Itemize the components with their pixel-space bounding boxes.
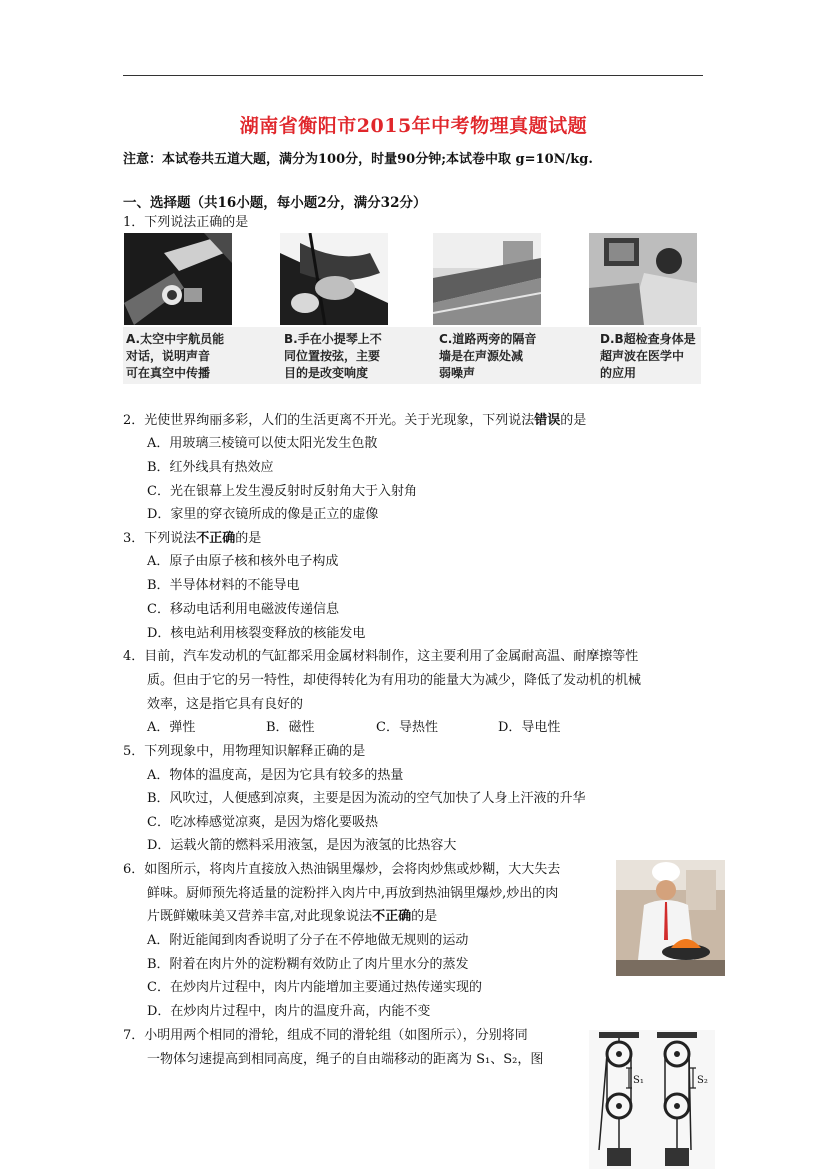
q5-option-d: D．运载火箭的燃料采用液氢，是因为液氢的比热容大 [147, 838, 457, 853]
caption-b: B.手在小提琴上不 同位置按弦，主要 目的是改变响度 [284, 332, 382, 380]
q2-option-d: D．家里的穿衣镜所成的像是正立的虚像 [147, 507, 379, 522]
question-7-line-2: 一物体匀速提高到相同高度，绳子的自由端移动的距离为 S₁、S₂，图 [147, 1052, 544, 1067]
question-6-line-3: 片既鲜嫩味美又营养丰富,对此现象说法不正确的是 [147, 909, 438, 924]
q6-option-a: A．附近能闻到肉香说明了分子在不停地做无规则的运动 [147, 933, 469, 948]
question-4-line-2: 质。但由于它的另一特性，却使得转化为有用功的能量大为减少，降低了发动机的机械 [147, 673, 642, 688]
question-7-line-1: 7．小明用两个相同的滑轮，组成不同的滑轮组（如图所示），分别将同 [123, 1028, 528, 1043]
question-1-stem: 1．下列说法正确的是 [123, 215, 249, 230]
pulley-figure [589, 1030, 715, 1169]
q3-option-d: D．核电站利用核裂变释放的核能发电 [147, 626, 366, 641]
chef-photo [616, 860, 725, 976]
pulley-label-s2: S₂ [697, 1075, 708, 1086]
astronaut-image [124, 233, 232, 325]
q2-option-a: A．用玻璃三棱镜可以使太阳光发生色散 [147, 436, 378, 451]
question-5-stem: 5．下列现象中，用物理知识解释正确的是 [123, 744, 366, 759]
q5-option-a: A．物体的温度高，是因为它具有较多的热量 [147, 768, 404, 783]
q5-option-c: C．吃冰棒感觉凉爽，是因为熔化要吸热 [147, 815, 378, 830]
q4-option-b: B．磁性 [266, 720, 315, 735]
q2-option-c: C．光在银幕上发生漫反射时反射角大于入射角 [147, 484, 417, 499]
q4-option-d: D．导电性 [498, 720, 561, 735]
caption-a: A.太空中宇航员能 对话，说明声音 可在真空中传播 [126, 332, 225, 380]
section-heading: 一、选择题（共16小题，每小题2分，满分32分） [123, 195, 427, 211]
pulley-label-s1: S₁ [633, 1075, 644, 1086]
ultrasound-image [589, 233, 697, 325]
q5-option-b: B．风吹过，人便感到凉爽，主要是因为流动的空气加快了人身上汗液的升华 [147, 791, 586, 806]
question-6-line-1: 6．如图所示，将肉片直接放入热油锅里爆炒，会将肉炒焦或炒糊，大大失去 [123, 862, 561, 877]
question-2-stem: 2．光使世界绚丽多彩，人们的生活更离不开光。关于光现象，下列说法错误的是 [123, 413, 587, 428]
header-rule [123, 75, 703, 76]
q3-option-b: B．半导体材料的不能导电 [147, 578, 300, 593]
question-6-line-2: 鲜味。厨师预先将适量的淀粉拌入肉片中,再放到热油锅里爆炒,炒出的肉 [147, 886, 559, 901]
q4-option-c: C．导热性 [376, 720, 438, 735]
exam-notice: 注意：本试卷共五道大题，满分为100分，时量90分钟;本试卷中取 g=10N/kg. [123, 152, 593, 167]
caption-d: D.B超检查身体是 超声波在医学中 的应用 [600, 332, 696, 380]
q6-option-d: D．在炒肉片过程中，肉片的温度升高，内能不变 [147, 1004, 431, 1019]
page-title: 湖南省衡阳市2015年中考物理真题试题 [239, 115, 588, 137]
q2-option-b: B．红外线具有热效应 [147, 460, 274, 475]
question-4-line-1: 4．目前，汽车发动机的气缸都采用金属材料制作，这主要利用了金属耐高温、耐摩擦等性 [123, 649, 639, 664]
q3-option-c: C．移动电话利用电磁波传递信息 [147, 602, 339, 617]
question-4-line-3: 效率，这是指它具有良好的 [147, 697, 304, 712]
caption-c: C.道路两旁的隔音 墙是在声源处减 弱噪声 [439, 332, 537, 380]
q4-option-a: A．弹性 [147, 720, 196, 735]
q6-option-c: C．在炒肉片过程中，肉片内能增加主要通过热传递实现的 [147, 980, 482, 995]
noise-barrier-image [433, 233, 541, 325]
violin-image [280, 233, 388, 325]
q3-option-a: A．原子由原子核和核外电子构成 [147, 554, 339, 569]
q6-option-b: B．附着在肉片外的淀粉糊有效防止了肉片里水分的蒸发 [147, 957, 469, 972]
question-3-stem: 3．下列说法不正确的是 [123, 531, 262, 546]
